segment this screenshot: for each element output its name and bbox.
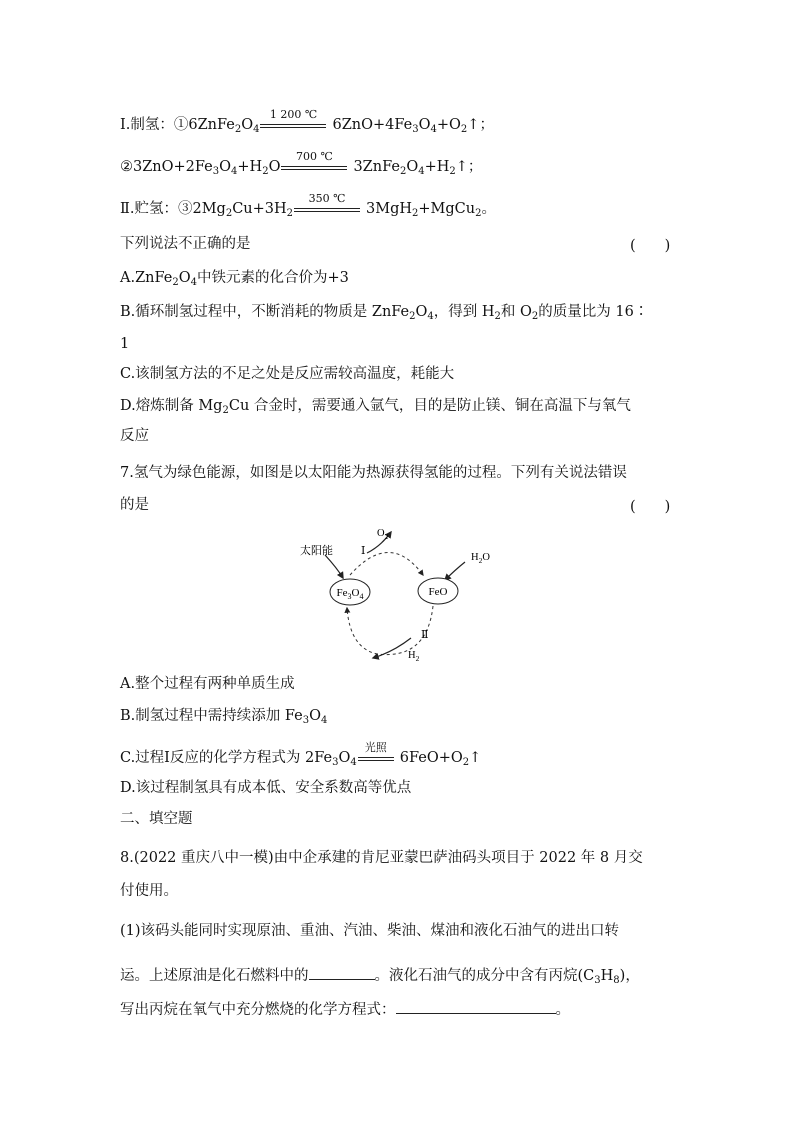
section-heading: 二、填空题 [120, 811, 193, 827]
subscript: 4 [430, 124, 437, 135]
subscript: 4 [253, 124, 260, 135]
equals-condition [358, 741, 394, 768]
fe3o4-label: $Fe_3O_4$ [336, 587, 364, 601]
reaction-condition: 700 ℃ [296, 150, 333, 163]
formula-part: 3MgH [366, 201, 413, 217]
q8-part1-line2 [120, 965, 640, 986]
arrow-h2o-in [445, 562, 465, 580]
question-text: 。液化石油气的成分中含有丙烷(C [374, 968, 595, 984]
feo-label: FeO [428, 586, 448, 598]
option-text: B.循环制氢过程中，不断消耗的物质是 ZnFe [120, 304, 410, 320]
q8-stem-line2: 付使用。 [120, 883, 178, 899]
subscript: 2 [494, 311, 501, 322]
option-text: A.ZnFe [120, 270, 173, 286]
q6-option-b[interactable] [120, 302, 648, 322]
subscript: 2 [234, 124, 242, 135]
answer-blank[interactable] [396, 999, 556, 1014]
q6-option-a[interactable] [120, 268, 349, 288]
o2-label: $O_2$ [377, 528, 389, 541]
formula-part: 3ZnFe [353, 159, 400, 175]
h2o-label: $H_2O$ [471, 552, 490, 565]
formula-part: +H [424, 159, 450, 175]
option-text: O [415, 304, 428, 320]
formula-part: 2Mg [192, 201, 226, 217]
subscript: 3 [332, 757, 339, 768]
option-text: Cu 合金时，需要通入氩气，目的是防止镁、铜在高温下与氧气 [228, 398, 631, 414]
subscript: 2 [172, 277, 179, 288]
q6-option-d-cont: 反应 [120, 428, 149, 444]
reaction-number: ② [120, 159, 133, 175]
question-text: H [600, 968, 614, 984]
subscript: 3 [302, 715, 310, 726]
formula-part: O [418, 117, 431, 133]
formula-part: +H [237, 159, 263, 175]
option-text: C.过程Ⅰ反应的化学方程式为 2Fe [120, 750, 333, 766]
subscript: 8 [613, 975, 620, 986]
subscript: 4 [190, 277, 197, 288]
solar-energy-label: 太阳能 [300, 545, 333, 557]
q7-option-a[interactable]: A.整个过程有两种单质生成 [120, 676, 295, 692]
q7-option-c[interactable] [120, 741, 482, 768]
option-text: 和 O [500, 304, 532, 320]
q7-stem-line2: 的是 [120, 497, 149, 513]
step-2-label: Ⅱ [421, 629, 429, 641]
option-text: 中铁元素的化合价为+3 [196, 270, 349, 286]
subscript: 2 [460, 124, 468, 135]
reaction-number: ③ [177, 201, 193, 217]
q6-option-b-cont: 1 [120, 336, 130, 352]
q8-part1-line1: (1)该码头能同时实现原油、重油、汽油、柴油、煤油和液化石油气的进出口转 [120, 923, 620, 939]
question-text: 运。上述原油是化石燃料中的 [120, 968, 309, 984]
subscript: 2 [225, 208, 233, 219]
subscript: 2 [399, 166, 407, 177]
reaction-prefix: Ⅱ.贮氢： [120, 201, 178, 217]
reaction-prefix: Ⅰ.制氢： [120, 117, 174, 133]
option-text: 的质量比为 16∶ [538, 304, 649, 320]
formula-part: +O [436, 117, 461, 133]
question-text: 写出丙烷在氧气中充分燃烧的化学方程式： [120, 1002, 396, 1018]
subscript: 2 [222, 405, 229, 416]
reaction-condition: 1 200 ℃ [269, 108, 318, 121]
subscript: 2 [475, 208, 482, 219]
q8-part1-line3 [120, 999, 570, 1020]
subscript: 4 [418, 166, 425, 177]
reaction-condition: 光照 [364, 741, 387, 754]
reaction-number: ① [173, 117, 189, 133]
q7-stem-line1: 7.氢气为绿色能源，如图是以太阳能为热源获得氢能的过程。下列有关说法错误 [120, 465, 627, 481]
formula-part: ↑； [467, 117, 494, 133]
option-text: O [309, 708, 321, 724]
q7-option-b[interactable] [120, 706, 327, 726]
arrow-solar-in [325, 555, 343, 578]
option-text: O [178, 270, 191, 286]
reaction-3 [120, 192, 496, 219]
q6-answer-paren: ( ) [630, 238, 671, 254]
reaction-1 [120, 108, 494, 135]
q6-stem: 下列说法不正确的是 [120, 236, 251, 252]
option-text: B.制氢过程中需持续添加 Fe [120, 708, 303, 724]
subscript: 3 [212, 166, 220, 177]
h2-label: $H_2$ [408, 650, 420, 663]
formula-part: O [406, 159, 419, 175]
formula-part: Cu+3H [232, 201, 287, 217]
q7-answer-paren: ( ) [630, 499, 671, 515]
equals-condition [281, 150, 347, 177]
option-text: D.熔炼制备 Mg [120, 398, 223, 414]
subscript: 4 [231, 166, 238, 177]
subscript: 4 [350, 757, 357, 768]
subscript: 3 [412, 124, 419, 135]
q8-stem-line1: 8.(2022 重庆八中一模)由中企承建的肯尼亚蒙巴萨油码头项目于 2022 年 8 月交 [120, 850, 643, 866]
formula-part: ↑； [455, 159, 483, 175]
question-text: )， [619, 968, 640, 984]
formula-part: O [219, 159, 232, 175]
subscript: 2 [449, 166, 456, 177]
reaction-2 [120, 150, 483, 177]
reaction-condition: 350 ℃ [308, 192, 346, 205]
formula-part: O [241, 117, 254, 133]
answer-blank[interactable] [309, 965, 375, 980]
option-text: ，得到 H [433, 304, 495, 320]
subscript: 2 [462, 757, 470, 768]
option-text: O [338, 750, 351, 766]
subscript: 2 [286, 208, 294, 219]
subscript: 2 [409, 311, 416, 322]
formula-part: 6ZnFe [188, 117, 235, 133]
hydrogen-cycle-diagram [295, 520, 515, 665]
equals-condition [294, 192, 360, 219]
formula-part: 3ZnO+2Fe [133, 159, 213, 175]
formula-part: 6ZnO+4Fe [332, 117, 413, 133]
subscript: 2 [412, 208, 419, 219]
subscript: 2 [531, 311, 539, 322]
subscript: 4 [321, 715, 328, 726]
formula-part: 。 [481, 201, 496, 217]
subscript: 2 [262, 166, 269, 177]
option-text: 6FeO+O [399, 750, 463, 766]
q6-option-c[interactable]: C.该制氢方法的不足之处是反应需较高温度，耗能大 [120, 366, 455, 382]
step-1-label: Ⅰ [361, 545, 366, 557]
q7-option-d[interactable]: D.该过程制氢具有成本低、安全系数高等优点 [120, 780, 412, 796]
arrow-h2-out [373, 638, 411, 658]
subscript: 3 [594, 975, 601, 986]
equals-condition [260, 108, 326, 135]
formula-part: +MgCu [418, 201, 476, 217]
subscript: 4 [427, 311, 434, 322]
formula-part: O [268, 159, 281, 175]
question-text: 。 [555, 1002, 570, 1018]
option-text: ↑ [469, 750, 482, 766]
q6-option-d[interactable] [120, 396, 631, 416]
